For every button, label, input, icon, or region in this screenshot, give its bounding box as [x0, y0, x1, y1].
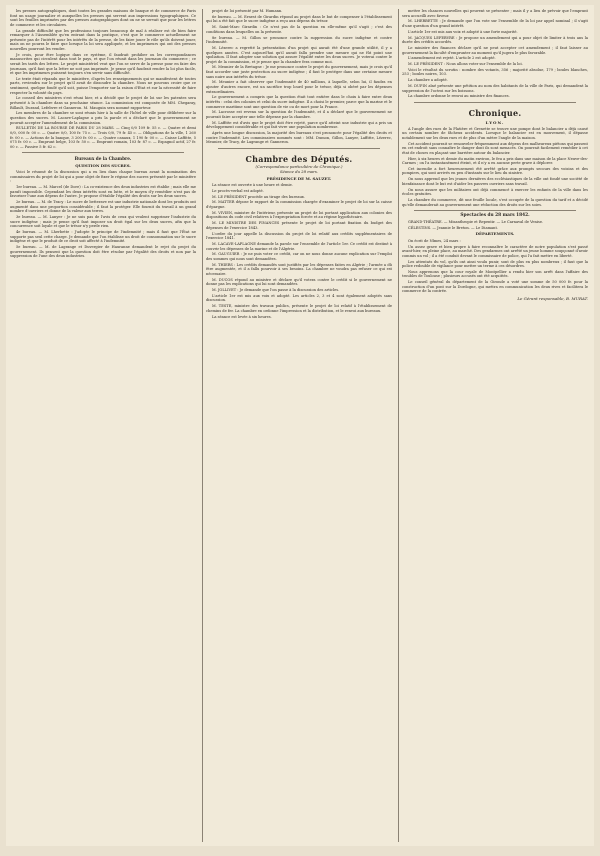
paragraph: les presses autographiques, dont toutes les grandes maisons de banque et de commerce de Paris font un usage journalier et auxquelles les presses qui servent aux impressions typographiques. Ce sont les feuilles imprimées par des presses autographiques dont on ne se servait que pour les lettres de commerce et les circulaires. — [10, 9, 196, 27]
spectacle-entry: CÉLESTINS. — Jeannie le Breton. — Le Diamant. — [408, 225, 499, 230]
paragraph: M. DUPIN aîné présente une pétition au nom des habitants de la ville de Paris, qui demandent la suppression de l'octroi sur les boissons. — [402, 84, 588, 93]
paragraph: Le texte était répandu que le ministère, d'après les renseignements qui se manifestent de toutes parts, reviendra sur le projet qu'il avait de dissoudre la chambre. Nous ne pouvons croire que ce sentiment, quelque fondé qu'il soit, puisse l'emporter sur la raison d'Etat et sur la nécessité de faire respecter la volonté du pays. — [10, 76, 196, 95]
paragraph: Le gouvernement a compris que la question était tout entière dans le choix à faire entre deux intérêts : celui des colonies et celui du sucre indigène. Il a choisi le premier, parce que la marine et le commerce maritime sont une question de vie ou de mort pour la France. — [206, 95, 392, 109]
paragraph: Cet accident pourrait se renouveler fréquemment aux dépens des malheureux piétons qui passent en cet endroit sans connaître le danger dont ils sont menacés. On pourrait facilement remédier à cet état de choses en plaçant une barrière autour du balancier. — [402, 141, 588, 155]
paragraph: M. Lézerec a regretté la présentation d'un projet qui aurait été d'une grande utilité, il y a quelques années. C'est aujourd'hui qu'il aurait fallu prendre une mesure qui ne fût point une spoliation. Il faut adopter une solution qui assure l'égalité entre les deux sucres. Je voterai contre le projet de la commission, et je pense que la chambre fera comme moi. — [206, 45, 392, 64]
paragraph: La grande difficulté que les professions toujours beaucoup de mal à réaliser est de bien faire remarquer à l'Assemblée qu'en entrant dans la pratique, c'est que le commerce actuellement ne présente pas de l'intérêt pour les intérêts de la presse, de les faire jouer le rôle qu'ils doivent jouer, mais on ne pourra le faire que lorsque la loi sera appliquée, et les imprimeurs qui ont des presses nouvelles pourront les vendre. — [10, 28, 196, 51]
departements-article — [402, 239, 588, 294]
bureaux-subheading: QUESTION DES SUCRES. — [75, 162, 131, 168]
paragraph: L'amendement est rejeté. L'article 2 est adopté. — [408, 56, 496, 61]
article-block — [206, 46, 392, 145]
paragraph: 8e bureau. — M. Gillon se prononce contre la suppression du sucre indigène et contre l'indemnité. — [206, 35, 392, 45]
paragraph: Après une longue discussion, la majorité des bureaux s'est prononcée pour l'égalité des droits et contre l'indemnité. Les commissaires nommés sont : MM. Dumon, Gillon, Lanyer, Laffitte, Lézerec, Meunier, de Tracy, de Lagrange et Ganneron. — [206, 131, 392, 145]
paragraph: M. LHERBETTE : Je demande que l'on vote sur l'ensemble de la loi par appel nominal ; il s'agit d'une question d'un grand intérêt. — [402, 19, 588, 28]
paragraph: La séance est ouverte à une heure et demie. — [212, 183, 293, 188]
spectacles-title: Spectacles du 28 mars 1842. — [460, 213, 530, 219]
paragraph: Hier, à six heures et demie du matin environ, le feu a pris dans une maison de la place Neuve-des-Carmes ; on l'a instantanément éteint, et il n'y a eu aucune perte grave à déplorer. — [402, 156, 588, 166]
paragraph: M. Meunier a fait observer que l'indemnité de 40 millions, à laquelle, selon lui, il faudra en ajouter d'autres encore, est un sacrifice trop lourd pour le trésor, déjà si obéré par les dépenses extraordinaires. — [206, 80, 392, 94]
departements-heading: DÉPARTEMENTS. — [475, 231, 515, 237]
paragraph: M. LE PRÉSIDENT procède au tirage des bureaux. — [212, 194, 305, 199]
paragraph: projet de loi présenté par M. Humann. — [212, 9, 283, 13]
article-block — [402, 9, 588, 99]
paragraph: M. MATTER dépose le rapport de la commission chargée d'examiner le projet de loi sur la caisse d'épargne. — [206, 200, 392, 210]
city-heading: LYON. — [485, 119, 505, 125]
bureaux-article — [10, 170, 196, 259]
paragraph: M. TESTE, ministre des travaux publics, présente le projet de loi relatif à l'établissement de chemins de fer. La chambre en ordonne l'impression et la distribution, et le renvoi aux bureaux. — [206, 304, 392, 313]
article-block — [10, 9, 196, 125]
paragraph: La séance est levée à six heures. — [212, 314, 272, 319]
paragraph: mettre les chances nouvelles qui peuvent se présenter ; mais il y a lieu de prévoir que l'emprunt sera accueilli avec faveur. — [402, 9, 588, 18]
paragraph: L'article 1er est mis aux voix et adopté. Les articles 2, 3 et 4 sont également adoptés sans discussion. — [206, 293, 392, 303]
paragraph: M. Laffitte est d'avis que le projet doit être rejeté, parce qu'il atteint une industrie qui a pris un développement considérable et qui fait vivre une population nombreuse. — [206, 120, 392, 130]
paragraph: Les membres de la chambre se sont réunis hier à la salle de l'hôtel de ville pour délibérer sur la question des sucres. M. Lacave-Laplagne a pris la parole et a déclaré que le gouvernement ne pouvait accepter l'amendement de la commission. — [10, 111, 196, 125]
spectacles-list — [402, 220, 588, 230]
paragraph: Le procès-verbal est adopté. — [212, 188, 264, 193]
paragraph: Voici le résultat du scrutin : nombre des votants, 356 ; majorité absolue, 179 ; boules blanches, 253 ; boules noires, 103. — [402, 67, 588, 77]
paragraph: Le conseil des ministres s'est réuni hier, et a décidé que le projet de loi sur les patentes sera présenté à la chambre dans sa prochaine séance. La commission est composée de MM. Chegaray, Billault, Durand, Lefebvre et Ganneron. M. Mauguin sera nommé rapporteur. — [10, 96, 196, 110]
paragraph: L'article 1er est mis aux voix et adopté à une forte majorité. — [408, 29, 518, 34]
paragraph: M. JACQUES LEFEBVRE : Je propose un amendement qui a pour objet de limiter à trois ans la durée des crédits accordés. — [402, 35, 588, 45]
paragraph: 3e bureau. — M. Lanyer : Je ne suis pas de l'avis de ceux qui veulent supprimer l'industrie du sucre indigène ; mais je pense qu'il faut imposer un droit égal sur les deux sucres, afin que la concurrence soit loyale et que le trésor n'y perde rien. — [10, 215, 196, 229]
chamber-title: Chambre des Députés. — [245, 153, 353, 164]
paragraph: Nous apprenons que la cour royale de Montpellier a rendu hier son arrêt dans l'affaire des troubles de Toulouse ; plusieurs accusés ont été acquittés. — [402, 269, 588, 279]
paragraph: Le ministre des finances déclare qu'il ne peut accepter cet amendement ; il faut laisser au gouvernement la faculté d'emprunter au moment qu'il jugera le plus favorable. — [402, 45, 588, 55]
paragraph: Un assez grave et bien propre à faire reconnaître le caractère de notre population s'est passé avant-hier, en pleine place, au marché. Des gendarmes ont arrêté un jeune homme soupçonné d'avoir commis un vol ; il a été conduit devant le commissaire de police, qui l'a fait mettre en liberté. — [402, 244, 588, 258]
paragraph: M. THIERS : Les crédits demandés sont justifiés par les dépenses faites en Algérie ; l'armée a dû être augmentée, et il a fallu pourvoir à ses besoins. La chambre ne voudra pas refuser ce qui est nécessaire. — [206, 262, 392, 276]
bureaux-heading: Bureaux de la Chambre. — [74, 156, 132, 162]
section-divider — [414, 102, 576, 103]
paragraph: 1er bureau. — M. Marcel (de Dore) : La co-existence des deux industries est établie ; mais elle me paraît impossible. Cependant les deux intérêts sont en lutte, et le moyen d'y remédier n'est pas de favoriser l'une aux dépens de l'autre. Je propose d'établir l'égalité des droits sur les deux sucres. — [10, 185, 196, 199]
paragraph: La chambre ordonne le renvoi au ministre des finances. — [408, 94, 510, 99]
paragraph: M. JOLLIVET : Je demande que l'on passe à la discussion des articles. — [212, 288, 340, 293]
chamber-article — [206, 183, 392, 319]
section-divider — [414, 210, 576, 211]
paragraph: Je crois, pour être logique dans ce système, il faudrait prohiber ou les correspondances manuscrites qui circulent dans tout le pays, et que l'on réunit dans les journaux du commerce ; ce serait les tarifs des lettres. Le projet ministériel veut que l'on se serve de la presse pour en faire des journaux, qu'il faut que la lettre ne soit pas imprimée. Je pense qu'il faudrait rendre la loi plus facile, et que les imprimeurs puissent toujours s'en servir sans difficulté. — [10, 52, 196, 76]
paragraph: M. Meunier de la Bretagne : Je me prononce contre le projet du gouvernement, mais je crois qu'il faut accorder une juste protection au sucre indigène ; il faut le protéger dans une certaine mesure sans nuire aux intérêts du trésor. — [206, 65, 392, 79]
column-divider — [202, 9, 203, 842]
paragraph: 2e bureau. — M. de Tracy : Le sucre de betterave est une industrie nationale dont les produits ont augmenté dans une proportion considérable ; il faut la protéger. Elle fournit du travail à un grand nombre d'ouvriers et donne de la valeur aux terres. — [10, 200, 196, 214]
paragraph: L'ordre du jour appelle la discussion du projet de loi relatif aux crédits supplémentaires de l'exercice 1841. — [206, 231, 392, 241]
paragraph: On écrit de Nîmes, 24 mars : — [408, 238, 461, 243]
paragraph: M. Saint-Marc Girardin : Ce n'est pas de la question en elle-même qu'il s'agit ; c'est des conditions dans lesquelles on la présente. — [206, 25, 392, 34]
chamber-session-date: Séance du 28 mars. — [279, 168, 319, 174]
paragraph: M. Lacrosse est revenu sur la question de l'indemnité, et il a déclaré que le gouvernement ne pourrait faire accepter une telle dépense par la chambre. — [206, 110, 392, 119]
paragraph: 4e bureau. — M. Lherbette : J'adopte le principe de l'indemnité ; mais il faut que l'État ne supporte pas seul cette charge. Je demande que l'on établisse un droit de consommation sur le sucre indigène et que le produit de ce droit soit affecté à l'indemnité. — [10, 230, 196, 244]
paragraph: A l'angle des rues de la Platière et Grenette se trouve une pompe dont le balancier a déjà causé un certain nombre de fâcheux accidents. Lorsque le balancier est en mouvement, il dépasse notablement sur les deux rues et de plus d'un mètre l'angle de la maison. — [402, 126, 588, 140]
paragraph: La chambre du commerce, dit une feuille locale, s'est occupée de la question du tarif et a décidé qu'elle demanderait au gouvernement une réduction des droits sur les soies. — [402, 198, 588, 207]
paragraph: Les attentats du vol, qu'ils ont ainsi voulu punir, sont de plus en plus nombreux ; il faut que la police redouble de vigilance pour mettre un terme à ces désordres. — [402, 259, 588, 269]
chamber-subtitle: (Correspondance particulière de Chronique.) — [255, 163, 343, 169]
chronique-article — [402, 127, 588, 208]
gerant-signature: Le Gérant responsable, B. MURAT. — [517, 296, 588, 302]
column-left — [10, 9, 196, 842]
section-divider — [218, 148, 380, 149]
paragraph: M. LACAVE-LAPLAGNE demande la parole sur l'ensemble de l'article 1er. Ce crédit est destiné à couvrir les dépenses de la marine et de l'Algérie. — [206, 241, 392, 251]
column-divider — [398, 9, 399, 842]
chronique-title: Chronique. — [468, 107, 522, 118]
section-divider — [22, 152, 184, 153]
paragraph: Voici le résumé de la discussion qui a eu lieu dans chaque bureau avant la nomination des commissaires du projet de loi qui a pour objet de fixer le régime des sucres présenté par le ministère : — [10, 170, 196, 184]
paragraph: On nous apprend que les jeunes dernières des ecclésiastiques de la ville ont fondé une société de bienfaisance dont le but est d'aider les pauvres ouvriers sans travail. — [402, 177, 588, 186]
paragraph: Le conseil général du département de la Gironde a voté une somme de 50 000 fr. pour la construction d'un pont sur la Dordogne, qui mettra en communication les deux rives et facilitera le commerce de la contrée. — [402, 280, 588, 294]
column-right — [402, 9, 588, 842]
paragraph: On nous assure que les militaires ont déjà commencé à exercer les enfants de la ville dans les écoles gratuites. — [402, 187, 588, 197]
newspaper-page — [6, 5, 594, 846]
paragraph: M. LE MINISTRE DES FINANCES présente le projet de loi portant fixation du budget des dépenses de l'exercice 1843. — [206, 221, 392, 230]
spectacle-entry: GRAND-THÉATRE. — Misanthropie et Repentir. — Le Carnaval de Venise. — [408, 219, 544, 224]
paragraph: M. VIVIEN, ministre de l'intérieur, présente un projet de loi portant application aux colonies des dispositions du code civil relatives à l'expropriation forcée et au régime hypothécaire. — [206, 210, 392, 220]
article-block — [206, 9, 392, 45]
paragraph: 6e bureau. — M. Ernest de Girardin répond au projet dans le but de compenser à l'établissement qui lui a été fait que le sucre indigène a reçu aux dépens du trésor. — [206, 14, 392, 24]
bourse-bulletin: BULLETIN DE LA BOURSE DE PARIS DU 28 MARS. — Cinq 0/0 109 fr. 55 c. — Quatre et demi 0/0, 000 fr. 00 c. — Quatre 0/0, 100 fr. 75 c. — Trois 0/0, 79 fr. 45 c. — Obligations de la ville, 1 260 fr. 00 c. — Actions de la banque, 3 200 fr. 00 c. — Quatre canaux, 1 190 fr. 00 c. — Caisse Laffitte, 5 075 fr. 00 c. — Emprunt belge, 103 fr. 50 c. — Emprunt romain, 103 fr. 87 c. — Espagnol actif, 27 fr. 00 c. — Passive 5 fr. 62 c. — [10, 126, 196, 149]
paragraph: M. DUCOS répond au ministre et déclare qu'il votera contre le crédit si le gouvernement ne donne pas les explications qui lui sont demandées. — [206, 277, 392, 287]
paragraph: M. GAUGUIER : Je ne puis voter ce crédit, car on ne nous donne aucune explication sur l'emploi des sommes qui nous sont demandées. — [206, 252, 392, 261]
paragraph: La chambre a adopté. — [408, 78, 448, 83]
column-middle — [206, 9, 392, 842]
paragraph: Cet incendie a fort heureusement été arrêté grâce aux prompts secours des voisins et des pompiers, qui sont arrivés en peu d'instants sur le lieu du sinistre. — [402, 166, 588, 176]
paragraph: 5e bureau. — M. de Lagrange et Duvergier de Hauranne demandent le rejet du projet du gouvernement. Ils pensent que la question doit être résolue par l'égalité des droits et non par la suppression de l'une des deux industries. — [10, 244, 196, 259]
paragraph: M. LE PRÉSIDENT : Nous allons voter sur l'ensemble de la loi. — [408, 62, 523, 67]
presidence-line: PRÉSIDENCE DE M. SAUZET. — [266, 175, 332, 181]
